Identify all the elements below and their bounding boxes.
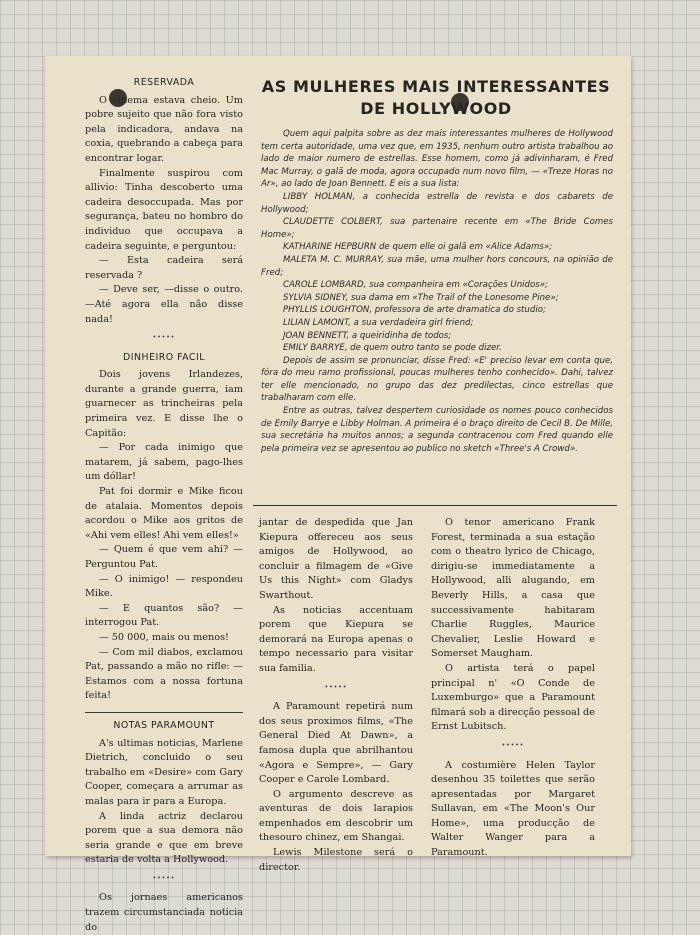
paragraph: — O inimigo! — respondeu Mike. [85, 573, 243, 600]
section-heading-reservada: RESERVADA [133, 77, 195, 88]
list-entry: LIBBY HOLMAN, a conhecida estrella de revista e dos cabarets de Hollywood; [261, 191, 613, 215]
section-heading-notas-paramount: NOTAS PARAMOUNT [113, 719, 215, 731]
article-title [261, 76, 611, 120]
paragraph: A's ultimas noticias, Marlene Dietrich, concluido o seu trabalho em «Desire» com Gary Cooper, começara a arrumar as malas para ir para a Europa. [85, 737, 243, 807]
paragraph: Lewis Milestone será o director. [259, 847, 413, 873]
section-divider [85, 712, 243, 713]
paragraph: As noticias accentuam porem que Kiepura se demorará na Europa apenas o tempo necessario para visitar sua familia. [259, 604, 413, 674]
left-column [85, 76, 243, 935]
paragraph: O argumento descreve as aventuras de dois larapios empenhados em descobrir um thesouro chinez, em Shangai. [259, 788, 413, 844]
list-entry: KATHARINE HEPBURN de quem elle oi galã em «Alice Adams»; [283, 242, 553, 253]
paragraph: Entre as outras, talvez despertem curiosidade os nomes pouco conhecidos de Emily Barrye e Libby Holman. A primeira é o braço direito de Cecil B. De Mille, sua secretária ha muitos annos; a segunda contracenou com Fred quando elle pela primeira vez se apresentou ao publico no sketch «Three's A Crowd». [261, 406, 613, 454]
separator-stars: ••••• [501, 741, 525, 749]
paragraph: — Com mil diabos, exclamou Pat, passando a mão no rifle: — Estamos com a nossa fortuna feita! [85, 646, 243, 702]
separator-stars: ••••• [152, 874, 176, 882]
paragraph: O artista terá o papel principal n' «O Conde de Luxemburgo» que a Paramount filmará sob a direcção pessoal de Ernst Lubitsch. [431, 662, 595, 733]
paragraph: — Esta cadeira será reservada ? [85, 255, 243, 281]
section-heading-dinheiro-facil: DINHEIRO FACIL [123, 351, 205, 363]
paragraph: Dois jovens Irlandezes, durante a grande guerra, iam guarnecer as trincheiras pela primeira vez. E disse lhe o Capitão: [85, 369, 243, 439]
paragraph: Os jornaes americanos trazem circumstanciada noticia do [85, 892, 243, 933]
list-entry: CLAUDETTE COLBERT, sua partenaire recente em «The Bride Comes Home»; [261, 217, 613, 240]
list-entry: MALETA M. C. MURRAY, sua mãe, uma mulher hors concours, na opinião de Fred; [261, 254, 613, 278]
list-entry: LILIAN LAMONT, a sua verdadeira girl friend; [283, 317, 474, 328]
separator-stars: ••••• [152, 334, 176, 342]
section-divider [253, 505, 617, 506]
paragraph: Finalmente suspirou com allivio: Tinha descoberto uma cadeira desoccupada. Mas por segurança, bateu no hombro do individuo que occupava a cadeira seguinte, e perguntou: [85, 167, 243, 252]
paragraph: O cinema estava cheio. Um pobre sujeito que não fora visto pela indicadora, andava na coxia, quebrando a cabeça para encontrar logar. [85, 94, 243, 164]
paragraph: Quem aqui palpita sobre as dez mais interessantes mulheres de Hollywood tem certa autoridade, uma vez que, em 1935, nenhum outro artista trabalhou ao lado de maior numero de estrellas. Esse homem, como já adivinharam, é Fred Mac Murray, o galã de moda, agora occupado num novo film, — «Treze Horas no Ar», ao lado de Joan Bennett. E eis a sua lista: [261, 129, 613, 190]
list-entry: JOAN BENNETT, a queiridinha de todos; [283, 330, 452, 341]
paragraph: — E quantos são? — interrogou Pat. [85, 602, 243, 629]
paragraph: O tenor americano Frank Forest, terminada a sua estação com o theatro lyrico de Chicago, dirigiu-se immediatamente a Hollywood, alli alugando, em Beverly Hills, a casa que successivamente habitaram Charlie Ruggles, Maurice Chevalier, Leslie Howard e Somerset Maugham. [431, 517, 595, 660]
paragraph: A costumière Helen Taylor desenhou 35 toilettes que serão apresentadas por Margaret Sullavan, em «The Moon's Our Home», uma producção de Walter Wanger para a Paramount. [431, 759, 595, 859]
list-entry: SYLVIA SIDNEY, sua dama em «The Trail of the Lonesome Pine»; [283, 292, 559, 303]
paragraph: — Por cada inimigo que matarem, já sabem, pago-lhes um dóllar! [85, 442, 243, 483]
article-title-line-1: AS MULHERES MAIS INTERESSANTES [261, 77, 611, 96]
paragraph: — 50 000, mais ou menos! [99, 631, 229, 643]
list-entry: PHYLLIS LOUGHTON, professora de arte dramatica do studio; [283, 305, 546, 316]
magazine-page [45, 56, 631, 933]
paragraph: jantar de despedida que Jan Kiepura offereceu aos seus amigos de Hollywood, ao concluir a filmagem de «Give Us this Night» com Gladys Swarthout. [259, 517, 413, 601]
paragraph: A linda actriz declarou porem que a sua demora não seria grande e que em breve estaria de volta a Hollywood. [85, 810, 243, 866]
middle-column [259, 516, 413, 875]
paragraph: Pat foi dormir e Mike ficou de atalaia. Momentos depois acordou o Mike aos gritos de «Ahi vem elles! Ahi vem elles!» [85, 486, 243, 541]
list-entry: EMILY BARRYE, de quem outro tanto se pode dizer. [283, 343, 502, 354]
paragraph: A Paramount repetirá num dos seus proximos films, «The General Died At Dawn», a famosa dupla que abrilhantou «Agora e Sempre», — Gary Cooper e Carole Lombard. [259, 701, 413, 786]
paragraph: — Quem é que vem ahi? —Perguntou Pat. [85, 544, 243, 570]
article-body [261, 128, 613, 455]
separator-stars: ••••• [324, 683, 348, 691]
right-column [431, 516, 595, 861]
article-title-line-2: DE HOLLYWOOD [360, 99, 512, 118]
list-entry: CAROLE LOMBARD, sua companheira em «Corações Unidos»; [283, 280, 548, 291]
paragraph: Depois de assim se pronunciar, disse Fred: «E' preciso levar em conta que, fóra do meu ramo profissional, poucas mulheres tenho conhecido». Dahi, talvez ter elle mencionado, no grupo das dez predilectas, cinco estrellas que trabalharam com elle. [261, 355, 613, 404]
paragraph: — Deve ser, —disse o outro. —Até agora ella não disse nada! [85, 284, 243, 325]
